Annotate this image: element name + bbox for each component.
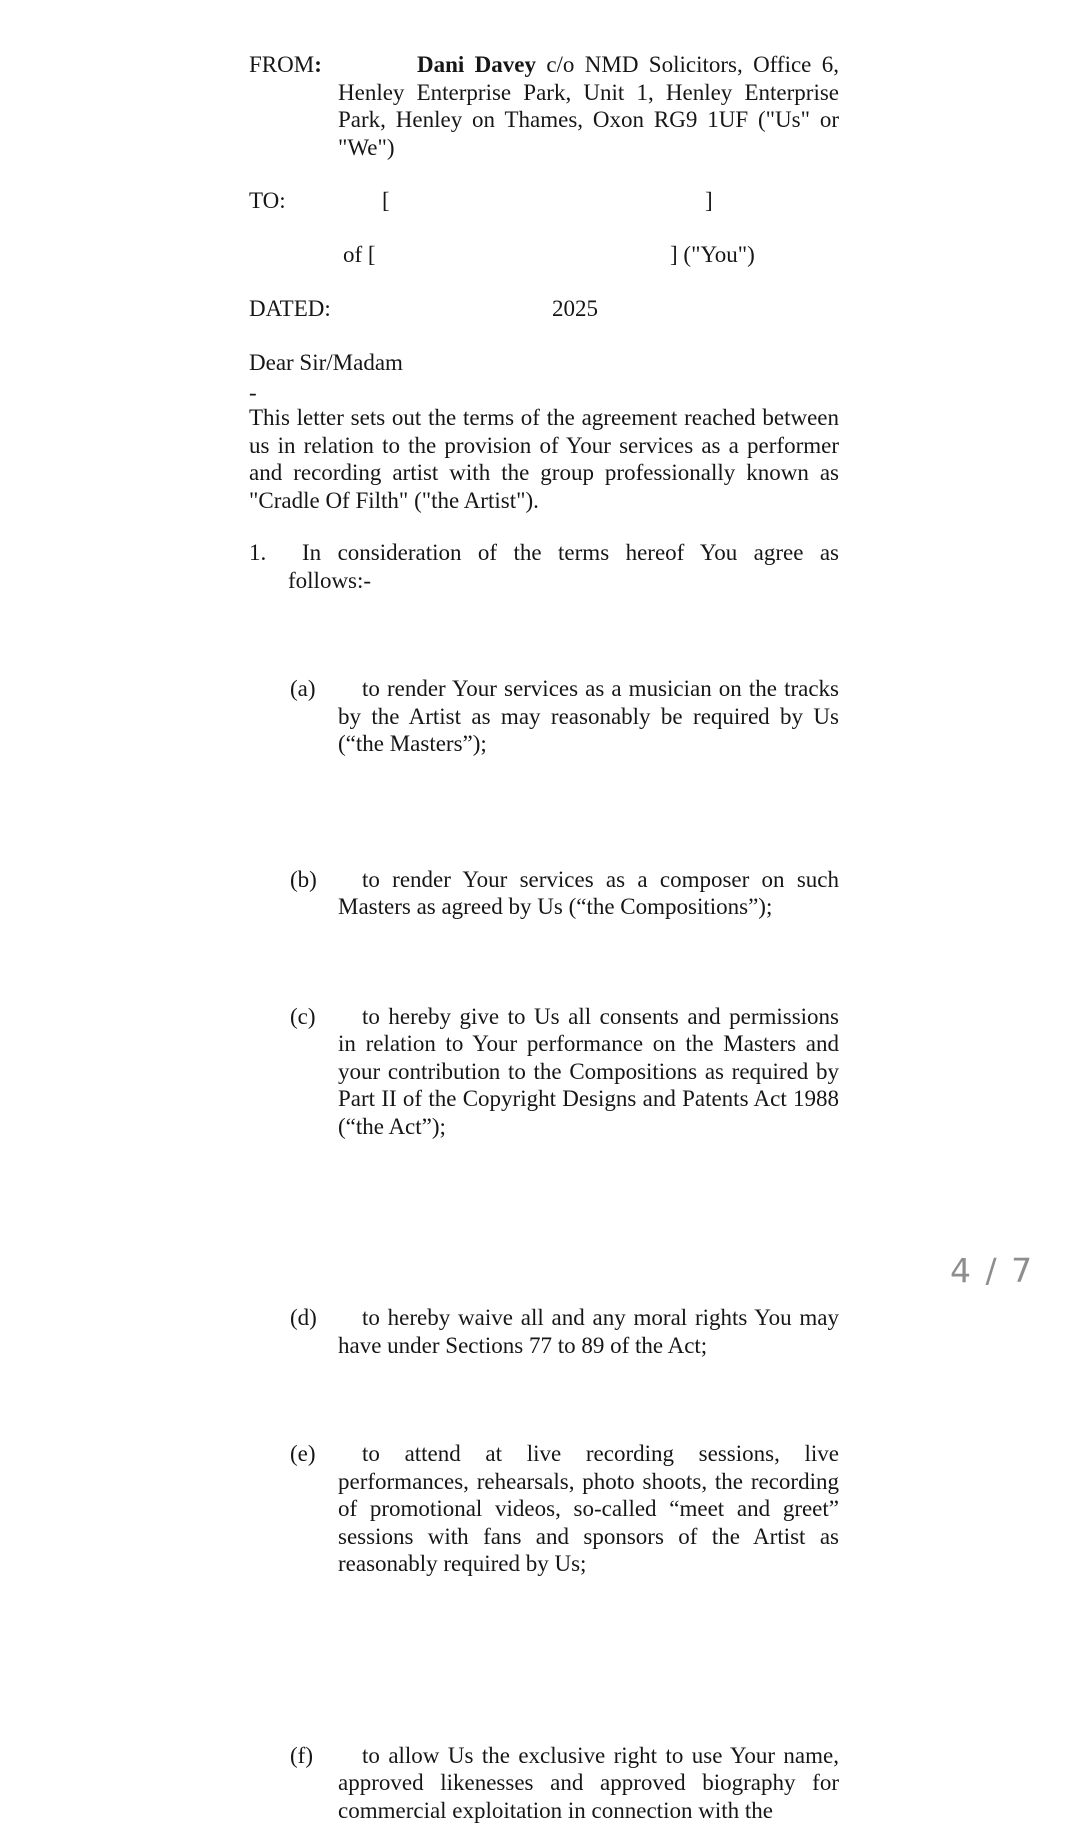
subclause-b (249, 866, 839, 921)
from-address: c/o NMD Solicitors, Office 6, Henley Enterprise Park, Unit 1, Henley Enterprise Park, Henley on Thames, Oxon RG9 1UF ("Us" or "We") (338, 52, 839, 160)
subclause-c-text: to hereby give to Us all consents and permissions in relation to Your performance on the Masters and your contribution to the Compositions as required by Part II of the Copyright Designs and Patents Act 1988 (“the Act”); (338, 1003, 839, 1141)
from-name: Dani Davey (417, 52, 536, 77)
page-indicator: 4 / 7 (950, 1253, 1034, 1289)
subclause-b-text: to render Your services as a composer on such Masters as agreed by Us (“the Compositions”); (338, 866, 839, 921)
intro-text: This letter sets out the terms of the agreement reached between us in relation to the provision of Your services as a performer and recording artist with the group professionally known as "Cradle Of Filth" ("the Artist"). (249, 404, 839, 514)
subclause-a-label: (a) (290, 675, 316, 703)
subclause-f-text: to allow Us the exclusive right to use Your name, approved likenesses and approved biography for commercial exploitation in connection with the (338, 1742, 839, 1824)
subclause-c-label: (c) (290, 1003, 316, 1031)
clause-1-number: 1. (249, 539, 266, 567)
subclause-a-text: to render Your services as a musician on the tracks by the Artist as may reasonably be required by Us (“the Masters”); (338, 675, 839, 758)
greeting (249, 349, 839, 377)
of-close-bracket-you: ] ("You") (670, 241, 755, 269)
subclause-d-text: to hereby waive all and any moral rights You may have under Sections 77 to 89 of the Act; (338, 1304, 839, 1359)
subclause-c (249, 1003, 839, 1141)
to-open-bracket: [ (382, 187, 390, 215)
to-close-bracket: ] (705, 187, 713, 215)
greeting-text: Dear Sir/Madam (249, 350, 403, 375)
to-row (249, 187, 839, 215)
clause-1 (249, 539, 839, 594)
dated-value: 2025 (552, 295, 598, 323)
subclause-f-label: (f) (290, 1742, 313, 1770)
of-row (249, 241, 839, 269)
from-row (249, 51, 839, 161)
dated-row (249, 295, 839, 323)
to-label: TO: (249, 187, 286, 215)
from-label-text: FROM (249, 52, 314, 77)
dash-text: - (249, 380, 257, 405)
of-open-bracket: of [ (343, 241, 376, 269)
from-label-colon: : (314, 52, 322, 77)
subclause-e-label: (e) (290, 1440, 316, 1468)
dash-mark (249, 379, 839, 407)
clause-1-text: In consideration of the terms hereof You agree as follows:- (288, 539, 839, 594)
from-value (338, 51, 839, 161)
subclause-d (249, 1304, 839, 1359)
subclause-f (249, 1742, 839, 1824)
subclause-d-label: (d) (290, 1304, 317, 1332)
dated-label: DATED: (249, 295, 331, 323)
subclause-b-label: (b) (290, 866, 317, 894)
subclause-e-text: to attend at live recording sessions, live performances, rehearsals, photo shoots, the recording of promotional videos, so-called “meet and greet” sessions with fans and sponsors of the Artist as reasonably required by Us; (338, 1440, 839, 1578)
subclause-a (249, 675, 839, 758)
from-label (249, 51, 322, 79)
intro-paragraph (249, 404, 839, 514)
subclause-e (249, 1440, 839, 1578)
